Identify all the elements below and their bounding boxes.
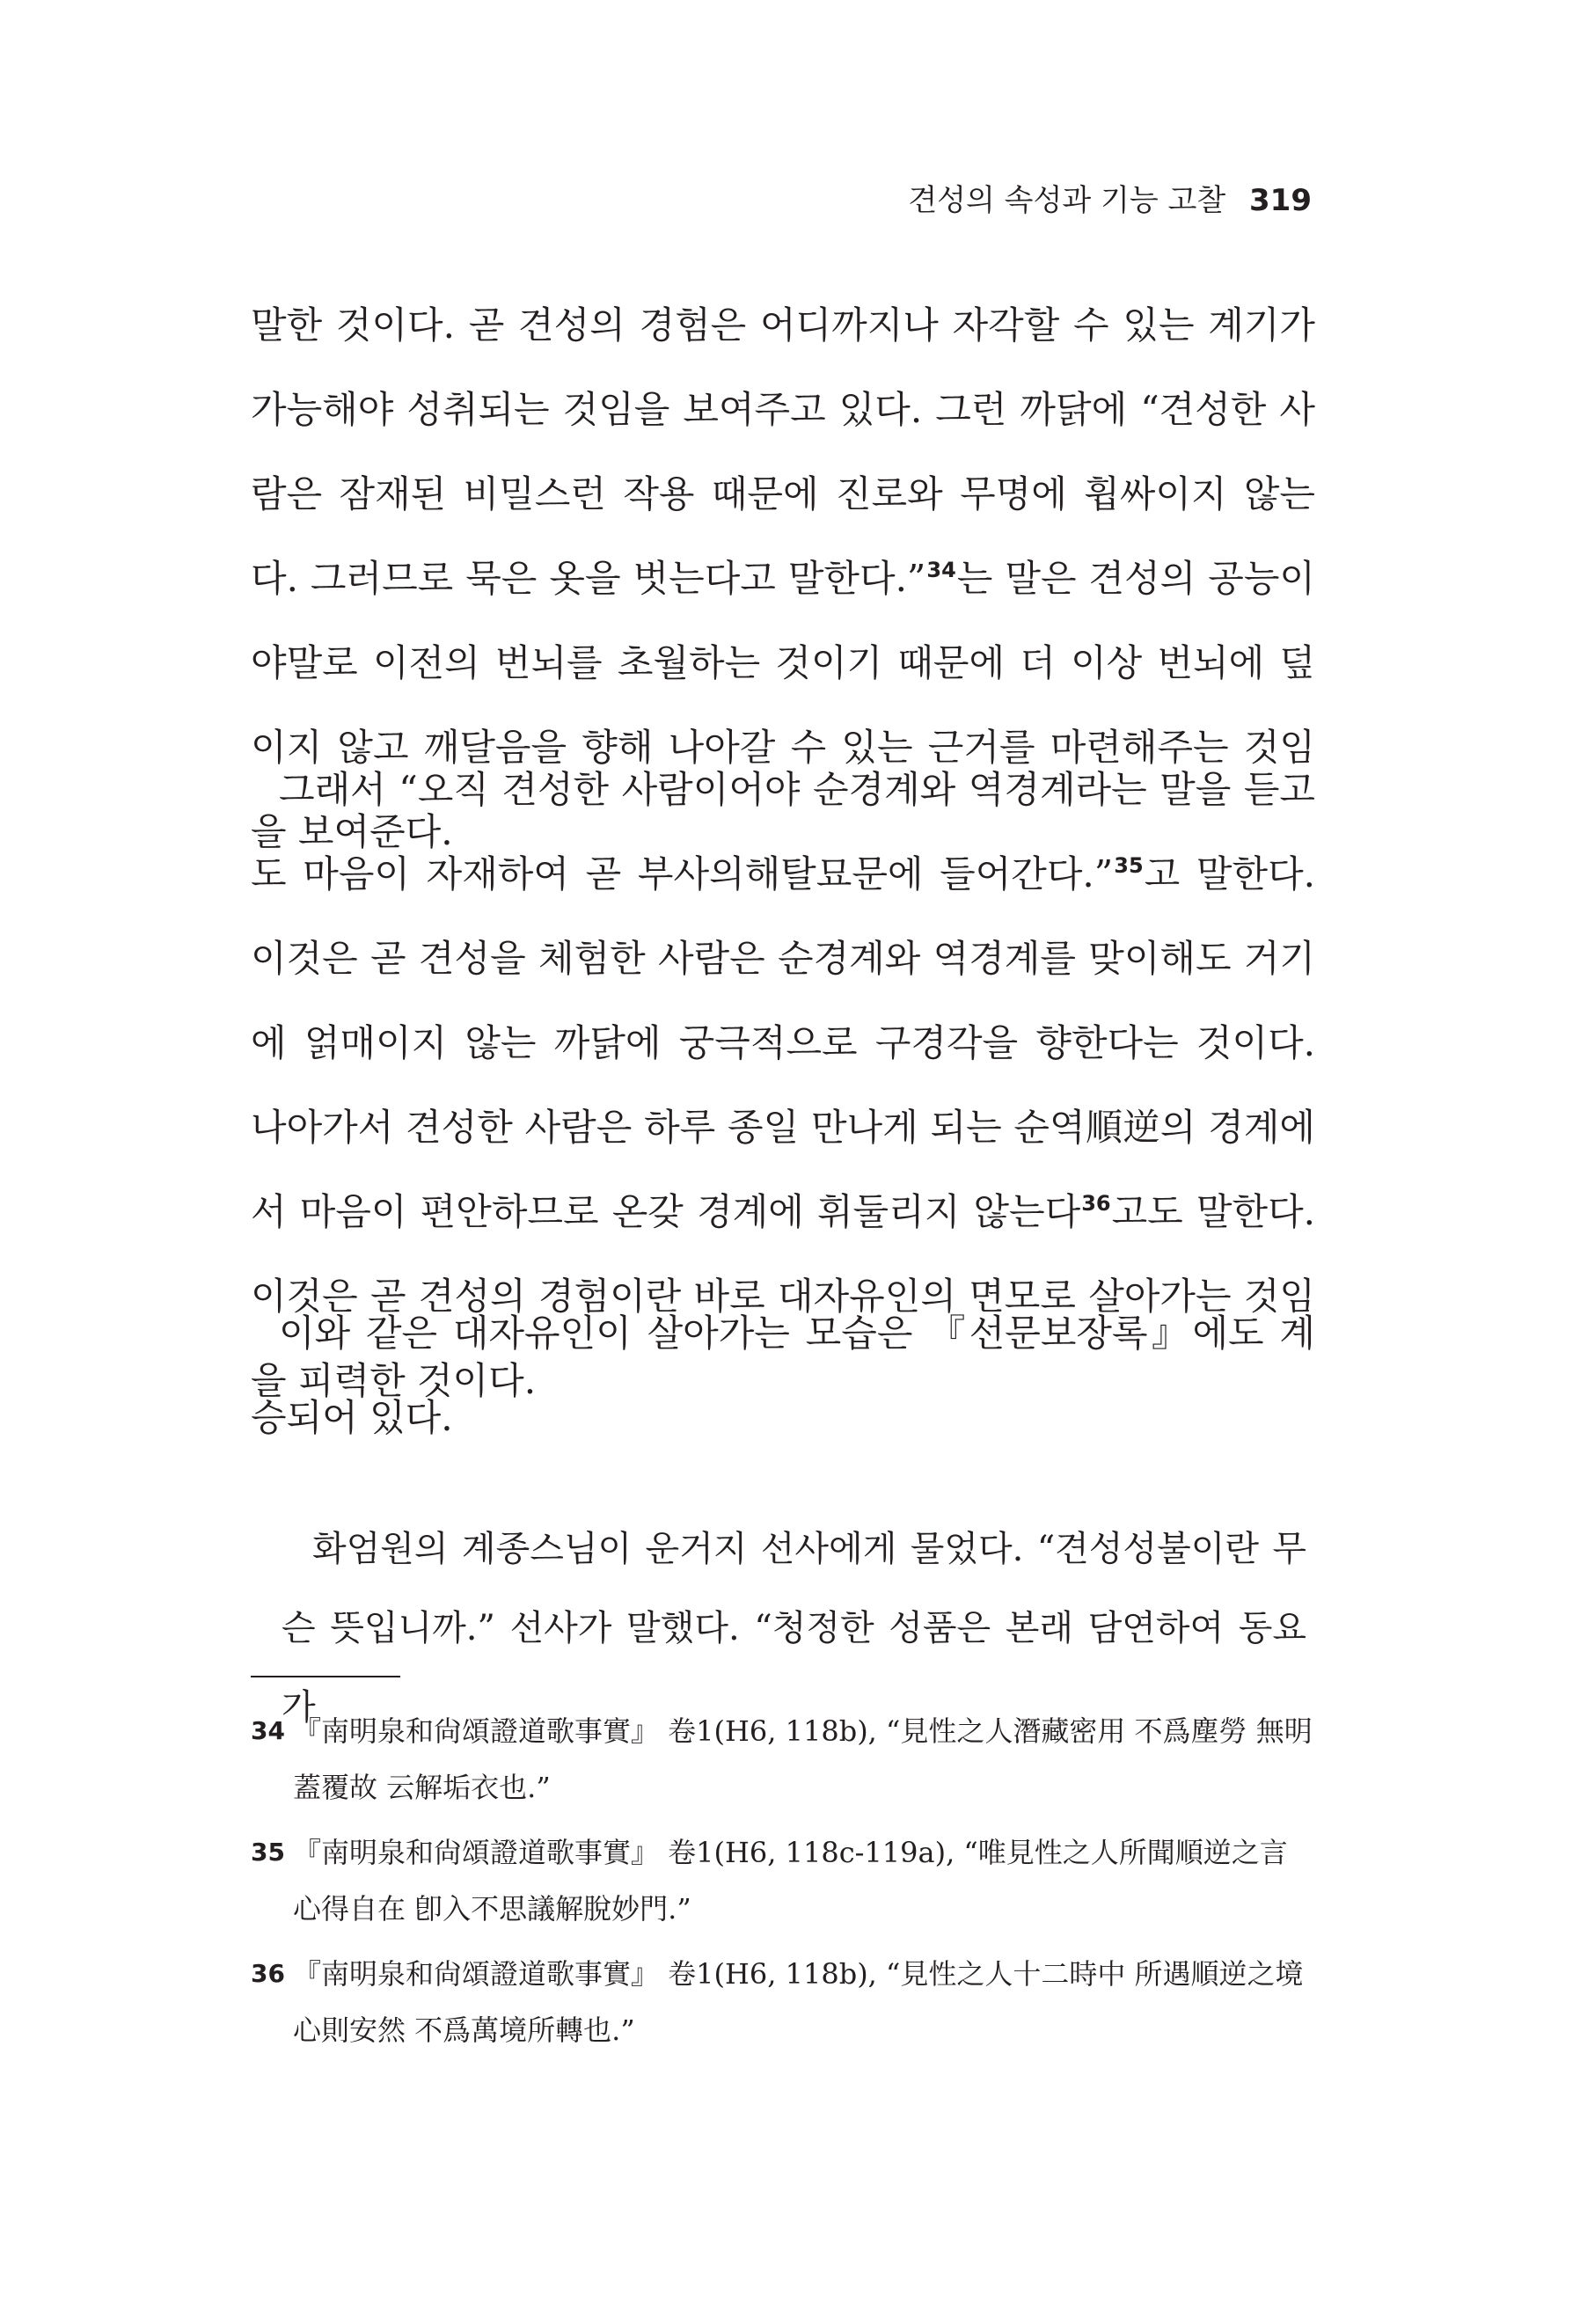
paragraph-text: 고도 말한다. 이것은 곧 견성의 경험이란 바로 대자유인의 면모로 살아가는 것임을 피력한 것이다. bbox=[251, 1190, 1315, 1402]
footnote-36 bbox=[251, 1946, 1315, 2058]
paragraph-text: 그래서 “오직 견성한 사람이어야 순경계와 역경계라는 말을 듣고도 마음이 자재하여 곧 부사의해탈묘문에 들어간다.” bbox=[251, 768, 1315, 895]
footnote-ref-34[interactable]: 34 bbox=[926, 558, 956, 582]
footnote-text: 『南明泉和尙頌證道歌事實』 卷1(H6, 118b), “見性之人潛藏密用 不爲塵勞 無明蓋覆故 云解垢衣也.” bbox=[293, 1714, 1313, 1804]
footnote-text: 『南明泉和尙頌證道歌事實』 卷1(H6, 118b), “見性之人十二時中 所遇順逆之境 心則安然 不爲萬境所轉也.” bbox=[293, 1957, 1304, 2047]
paragraph-text: 말한 것이다. 곧 견성의 경험은 어디까지나 자각할 수 있는 계기가 가능해야 성취되는 것임을 보여주고 있다. 그런 까닭에 “견성한 사람은 잠재된 비밀스런 작용 때문에 진로와 무명에 휩싸이지 않는다. 그러므로 묵은 옷을 벗는다고 말한다.” bbox=[251, 303, 1315, 600]
footnote-number: 35 bbox=[251, 1838, 285, 1867]
footnote-ref-35[interactable]: 35 bbox=[1114, 853, 1144, 878]
footnote-text: 『南明泉和尙頌證道歌事實』 卷1(H6, 118c-119a), “唯見性之人所聞順逆之言 心得自在 卽入不思議解脫妙門.” bbox=[293, 1836, 1288, 1926]
paragraph-text: 이와 같은 대자유인이 살아가는 모습은 『선문보장록』에도 계승되어 있다. bbox=[251, 1312, 1315, 1439]
footnotes bbox=[251, 1703, 1315, 2067]
page-number: 319 bbox=[1249, 183, 1312, 218]
paragraph-text: 고 말한다. 이것은 곧 견성을 체험한 사람은 순경계와 역경계를 맞이해도 거기에 얽매이지 않는 까닭에 궁극적으로 구경각을 향한다는 것이다. 나아가서 견성한 사람은 하루 종일 만나게 되는 순역順逆의 경계에서 마음이 편안하므로 온갖 경계에 휘둘리지 않는다 bbox=[251, 852, 1315, 1233]
footnote-ref-36[interactable]: 36 bbox=[1081, 1191, 1111, 1216]
footnote-divider bbox=[251, 1676, 400, 1677]
body-paragraph-3 bbox=[251, 1291, 1315, 1460]
quote-text: 화엄원의 계종스님이 운거지 선사에게 물었다. “견성성불이란 무슨 뜻입니까.” 선사가 말했다. “청정한 성품은 본래 담연하여 동요가 bbox=[282, 1529, 1306, 1728]
running-title: 견성의 속성과 기능 고찰 bbox=[908, 183, 1226, 218]
running-header bbox=[908, 176, 1312, 219]
paragraph-text: 는 말은 견성의 공능이야말로 이전의 번뇌를 초월하는 것이기 때문에 더 이상 번뇌에 덮이지 않고 깨달음을 향해 나아갈 수 있는 근거를 마련해주는 것임을 보여준다. bbox=[251, 557, 1315, 853]
footnote-35 bbox=[251, 1824, 1315, 1937]
footnote-number: 36 bbox=[251, 1959, 285, 1988]
footnote-number: 34 bbox=[251, 1716, 285, 1745]
footnote-34 bbox=[251, 1703, 1315, 1816]
